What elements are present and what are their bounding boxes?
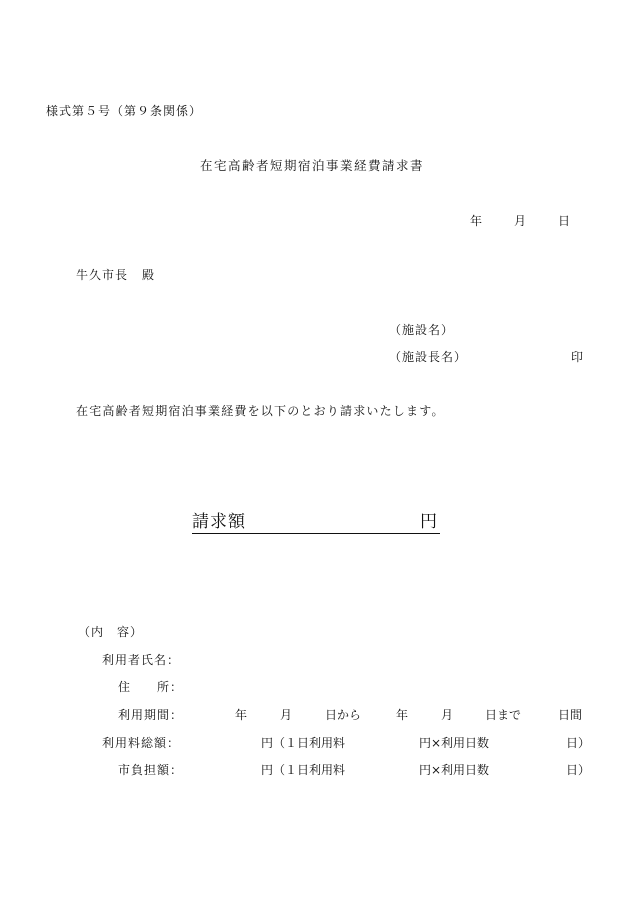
- city-share-times-days: 円×利用日数: [419, 763, 490, 777]
- city-share-label: 市負担額：: [118, 763, 184, 777]
- period-month-end: 月: [441, 708, 454, 722]
- total-fee-times-days: 円×利用日数: [419, 736, 490, 750]
- billing-amount-line: [192, 514, 440, 534]
- total-fee-close: 日）: [566, 736, 591, 750]
- date-month: 月: [514, 214, 527, 228]
- facility-director-label: （施設長名）: [389, 350, 468, 364]
- date-day: 日: [558, 214, 571, 228]
- period-label: 利用期間：: [118, 708, 184, 722]
- period-day-until: 日まで: [485, 708, 522, 722]
- period-year-start: 年: [235, 708, 248, 722]
- addressee: [76, 269, 155, 281]
- seal-mark: 印: [571, 350, 584, 364]
- user-name-label: 利用者氏名：: [102, 653, 181, 667]
- facility-name-label: （施設名）: [389, 323, 455, 337]
- addressee-honorific: 殿: [142, 268, 156, 282]
- period-day-from: 日から: [325, 708, 362, 722]
- period-year-end: 年: [396, 708, 409, 722]
- city-share-yen: 円（１日利用料: [261, 763, 346, 777]
- billing-amount-label: 請求額: [192, 512, 246, 532]
- date-year: 年: [470, 214, 483, 228]
- contents-heading: （内 容）: [78, 625, 144, 639]
- city-share-close: 日）: [566, 763, 591, 777]
- addressee-name: 牛久市長: [76, 268, 129, 282]
- period-days: 日間: [558, 708, 583, 722]
- period-month-start: 月: [280, 708, 293, 722]
- billing-amount-yen: 円: [420, 512, 437, 532]
- address-label: 住 所：: [118, 680, 184, 694]
- form-number: 様式第５号（第９条関係）: [46, 104, 203, 118]
- total-fee-label: 利用料総額：: [102, 736, 181, 750]
- document-title: 在宅高齢者短期宿泊事業経費請求書: [200, 158, 425, 173]
- request-statement: 在宅高齢者短期宿泊事業経費を以下のとおり請求いたします。: [76, 404, 445, 418]
- total-fee-yen: 円（１日利用料: [261, 736, 346, 750]
